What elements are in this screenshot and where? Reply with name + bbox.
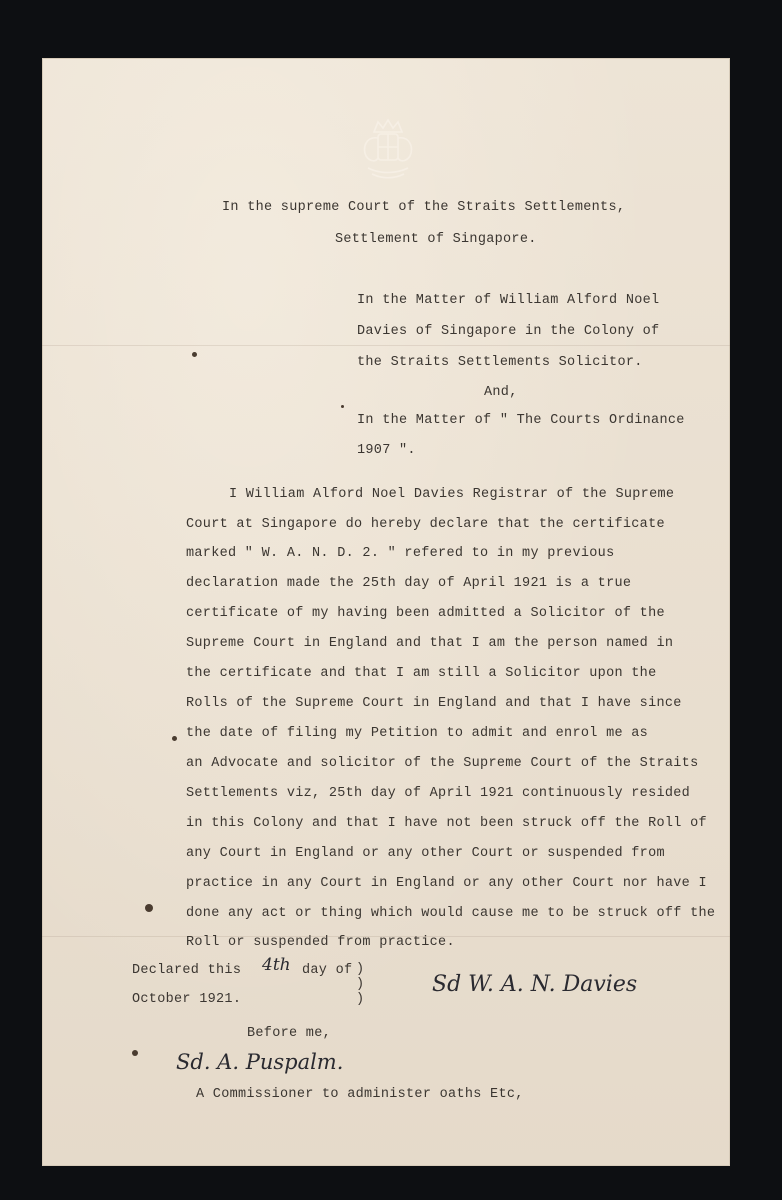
fold-crease	[42, 345, 730, 346]
matter-line: In the Matter of William Alford Noel	[357, 293, 660, 308]
declaration-body-line: the date of filing my Petition to admit and enrol me as	[186, 726, 649, 741]
declarant-signature: Sd W. A. N. Davies	[432, 972, 638, 997]
ink-spot	[172, 736, 177, 741]
settlement-heading: Settlement of Singapore.	[335, 232, 537, 247]
ink-spot	[192, 352, 197, 357]
declared-month-year: October 1921.	[132, 992, 242, 1007]
declaration-body-line: an Advocate and solicitor of the Supreme Court of the Straits	[186, 756, 699, 771]
before-me-label: Before me,	[247, 1026, 332, 1041]
declaration-body-line: the certificate and that I am still a Solicitor upon the	[186, 666, 657, 681]
declaration-body-line: Settlements viz, 25th day of April 1921 continuously resided	[186, 786, 691, 801]
declaration-body-line: Rolls of the Supreme Court in England and that I have since	[186, 696, 682, 711]
brace-mark: )	[356, 992, 365, 1007]
court-heading: In the supreme Court of the Straits Settlements,	[222, 200, 626, 215]
declared-label: Declared this	[132, 963, 242, 978]
embossed-seal-icon	[348, 112, 428, 186]
declared-day-of: day of	[302, 963, 353, 978]
declaration-body-line: done any act or thing which would cause me to be struck off the	[186, 906, 716, 921]
declaration-body-line: marked " W. A. N. D. 2. " refered to in my previous	[186, 546, 615, 561]
matter-line: the Straits Settlements Solicitor.	[357, 355, 643, 370]
declaration-body-line: any Court in England or any other Court or suspended from	[186, 846, 665, 861]
declaration-body-line: Roll or suspended from practice.	[186, 935, 455, 950]
matter-conjunction: And,	[484, 385, 518, 400]
declaration-body-line: declaration made the 25th day of April 1921 is a true	[186, 576, 632, 591]
ink-spot	[145, 904, 153, 912]
declaration-body-line: certificate of my having been admitted a Solicitor of the	[186, 606, 665, 621]
declaration-body-line: I William Alford Noel Davies Registrar of the Supreme	[229, 487, 675, 502]
declared-day-handwritten: 4th	[262, 955, 291, 975]
ink-spot	[341, 405, 344, 408]
declaration-body-line: Court at Singapore do hereby declare that the certificate	[186, 517, 665, 532]
declaration-body-line: practice in any Court in England or any other Court nor have I	[186, 876, 707, 891]
matter-line: In the Matter of " The Courts Ordinance	[357, 413, 685, 428]
commissioner-title: A Commissioner to administer oaths Etc,	[196, 1087, 524, 1102]
declaration-body-line: Supreme Court in England and that I am the person named in	[186, 636, 674, 651]
declaration-body-line: in this Colony and that I have not been struck off the Roll of	[186, 816, 707, 831]
matter-line: Davies of Singapore in the Colony of	[357, 324, 660, 339]
ink-spot	[132, 1050, 138, 1056]
brace-mark: )	[356, 977, 365, 992]
matter-line: 1907 ".	[357, 443, 416, 458]
commissioner-signature: Sd. A. Puspalm.	[176, 1050, 344, 1074]
brace-mark: )	[356, 962, 365, 977]
